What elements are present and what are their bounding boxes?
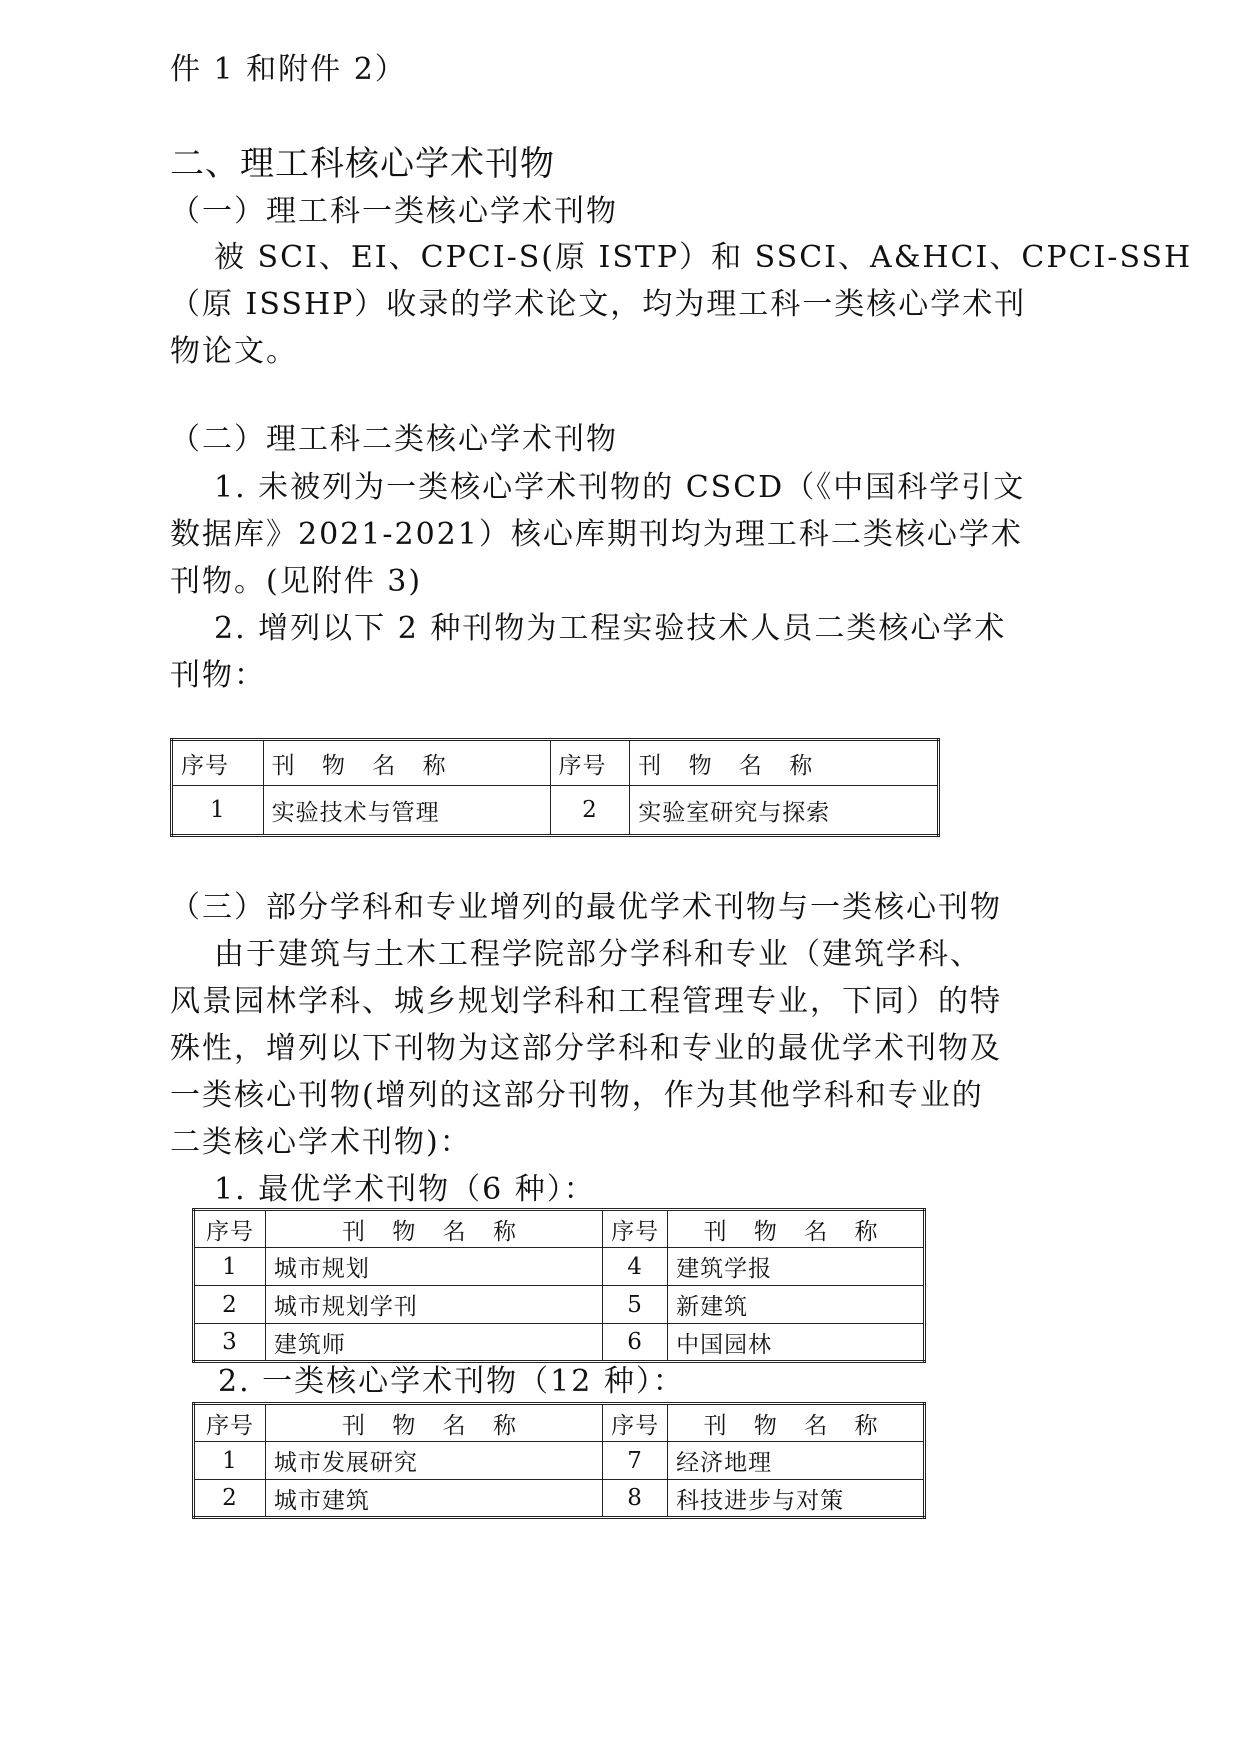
paragraph-line: （原 ISSHP）收录的学术论文，均为理工科一类核心学术刊: [170, 287, 1027, 322]
table-row: [194, 1286, 925, 1324]
seq-cell: 1: [194, 1442, 266, 1480]
journal-cell: 新建筑: [668, 1286, 925, 1324]
paragraph-line: 一类核心刊物(增列的这部分刊物，作为其他学科和专业的: [170, 1078, 984, 1113]
seq-cell: 4: [603, 1248, 668, 1286]
table-caption-1: 1. 最优学术刊物（6 种）：: [214, 1172, 596, 1207]
paragraph-line: 刊物。(见附件 3): [170, 564, 423, 599]
journal-cell: 城市建筑: [265, 1480, 602, 1518]
header-seq: 序号: [194, 1210, 266, 1248]
header-seq: 序号: [603, 1210, 668, 1248]
paragraph-line: 1. 未被列为一类核心学术刊物的 CSCD（《中国科学引文: [214, 470, 1026, 505]
journal-table-core: [192, 1402, 926, 1519]
journal-cell: 城市规划: [265, 1248, 602, 1286]
seq-cell: 2: [194, 1286, 266, 1324]
header-name: 刊 物 名 称: [668, 1210, 925, 1248]
table-row: [194, 1248, 925, 1286]
table-row: [172, 786, 939, 836]
continued-text: 件 1 和附件 2）: [170, 52, 407, 87]
journal-cell: 实验技术与管理: [263, 786, 550, 836]
table-caption-2: 2. 一类核心学术刊物（12 种）：: [218, 1364, 685, 1399]
seq-cell: 8: [603, 1480, 668, 1518]
paragraph-line: 二类核心学术刊物)：: [170, 1125, 472, 1160]
seq-cell: 1: [194, 1248, 266, 1286]
paragraph-line: 2. 增列以下 2 种刊物为工程实验技术人员二类核心学术: [214, 611, 1007, 646]
journal-cell: 中国园林: [668, 1324, 925, 1362]
paragraph-line: 由于建筑与土木工程学院部分学科和专业（建筑学科、: [214, 937, 982, 972]
subsection-heading-3: （三）部分学科和专业增列的最优学术刊物与一类核心刊物: [170, 890, 1002, 925]
journal-cell: 建筑学报: [668, 1248, 925, 1286]
header-seq: 序号: [194, 1404, 266, 1442]
journal-cell: 经济地理: [668, 1442, 925, 1480]
subsection-heading-1: （一）理工科一类核心学术刊物: [170, 194, 618, 229]
paragraph-line: 数据库》2021-2021）核心库期刊均为理工科二类核心学术: [170, 517, 1023, 552]
header-seq: 序号: [603, 1404, 668, 1442]
seq-cell: 5: [603, 1286, 668, 1324]
journal-table-top: [192, 1208, 926, 1363]
header-name: 刊 物 名 称: [263, 740, 550, 786]
seq-cell: 7: [603, 1442, 668, 1480]
header-seq: 序号: [550, 740, 630, 786]
seq-cell: 2: [194, 1480, 266, 1518]
header-name: 刊 物 名 称: [265, 1404, 602, 1442]
seq-cell: 6: [603, 1324, 668, 1362]
journal-cell: 建筑师: [265, 1324, 602, 1362]
header-name: 刊 物 名 称: [265, 1210, 602, 1248]
header-name: 刊 物 名 称: [668, 1404, 925, 1442]
journal-cell: 城市规划学刊: [265, 1286, 602, 1324]
header-name: 刊 物 名 称: [630, 740, 939, 786]
paragraph-line: 风景园林学科、城乡规划学科和工程管理专业，下同）的特: [170, 984, 1002, 1019]
table-header-row: [172, 740, 939, 786]
table-row: [194, 1324, 925, 1362]
table-header-row: [194, 1210, 925, 1248]
subsection-heading-2: （二）理工科二类核心学术刊物: [170, 422, 618, 457]
paragraph-line: 刊物：: [170, 658, 266, 693]
table-row: [194, 1442, 925, 1480]
seq-cell: 2: [550, 786, 630, 836]
paragraph-line: 殊性，增列以下刊物为这部分学科和专业的最优学术刊物及: [170, 1031, 1002, 1066]
journal-cell: 城市发展研究: [265, 1442, 602, 1480]
paragraph-line: 被 SCI、EI、CPCI-S(原 ISTP）和 SSCI、A&HCI、CPCI-SSH: [214, 240, 1193, 275]
section-heading: 二、理工科核心学术刊物: [170, 144, 555, 184]
paragraph-line: 物论文。: [170, 334, 298, 369]
table-header-row: [194, 1404, 925, 1442]
seq-cell: 1: [172, 786, 264, 836]
table-row: [194, 1480, 925, 1518]
header-seq: 序号: [172, 740, 264, 786]
seq-cell: 3: [194, 1324, 266, 1362]
journal-table-lab: [170, 738, 940, 837]
journal-cell: 实验室研究与探索: [630, 786, 939, 836]
journal-cell: 科技进步与对策: [668, 1480, 925, 1518]
